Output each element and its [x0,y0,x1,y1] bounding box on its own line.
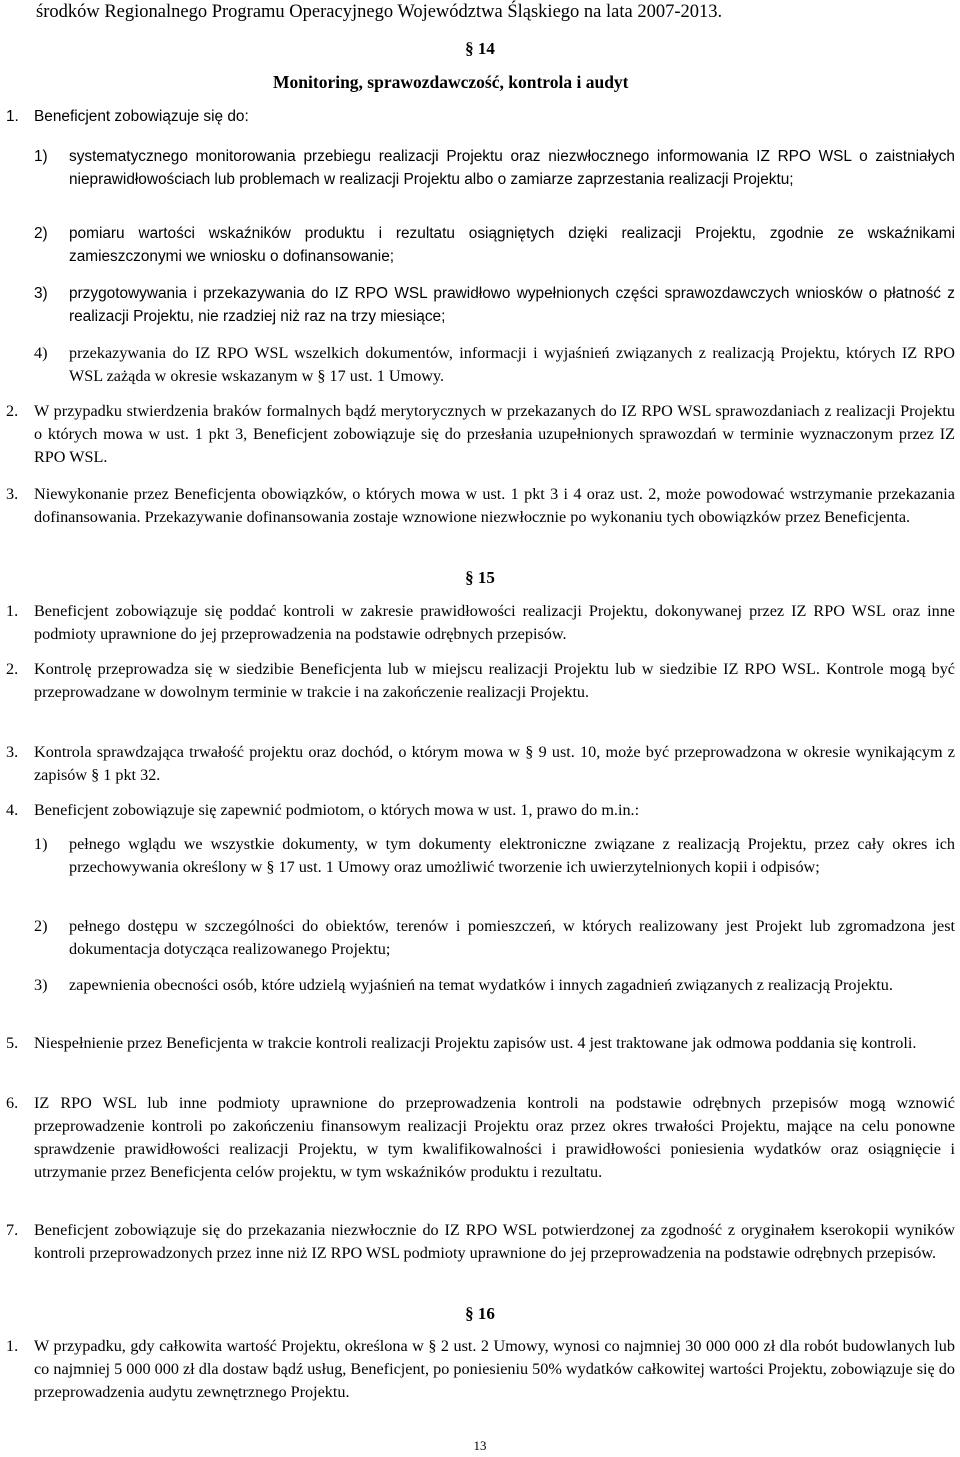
s14-item-1-sub-4: 4) przekazywania do IZ RPO WSL wszelkich dokumentów, informacji i wyjaśnień związanych z realizacją Projektu, których IZ RPO WSL zażąda w okresie wskazanym w § 17 ust. 1 Umowy. [34,344,955,385]
section-15-number: § 15 [465,568,495,587]
s15-item-7: 7. Beneficjent zobowiązuje się do przekazania niezwłocznie do IZ RPO WSL potwierdzonej za zgodność z oryginałem kserokopii wyników kontroli przeprowadzonych przez inne niż IZ RPO WSL podmioty uprawnione do jej przeprowadzenia na podstawie odrębnych przepisów. [6,1221,955,1262]
page-number: 13 [473,1438,487,1453]
s14-item-1-sub-1: 1) systematycznego monitorowania przebiegu realizacji Projektu oraz niezwłocznego informowania IZ RPO WSL o zaistniałych nieprawidłowościach lub problemach w realizacji Projektu albo o zamiarze zaprzestania realizacji Projektu; [34,148,955,188]
section-14-title: Monitoring, sprawozdawczość, kontrola i audyt [273,72,629,92]
s16-item-1: 1. W przypadku, gdy całkowita wartość Projektu, określona w § 2 ust. 2 Umowy, wynosi co najmniej 30 000 000 zł dla robót budowlanych lub co najmniej 5 000 000 zł dla dostaw bądź usług, Beneficjent, po poniesieniu 50% wydatków całkowitej wartości Projektu, zobowiązuje się do przeprowadzenia audytu zewnętrznego Projektu. [6,1337,955,1401]
s14-item-1: 1. Beneficjent zobowiązuje się do: [6,108,249,125]
s14-item-1-sub-3: 3) przygotowywania i przekazywania do IZ RPO WSL prawidłowo wypełnionych części sprawozdawczych wniosków o płatność z realizacji Projektu, nie rzadziej niż raz na trzy miesiące; [34,285,955,325]
s15-item-4-sub-1: 1) pełnego wglądu we wszystkie dokumenty, w tym dokumenty elektroniczne związane z realizacją Projektu, przez cały okres ich przechowywania określony w § 17 ust. 1 Umowy oraz umożliwić tworzenie ich uwierzytelnionych kopii i odpisów; [34,835,955,876]
s15-item-2: 2. Kontrolę przeprowadza się w siedzibie Beneficjenta lub w miejscu realizacji Projektu lub w siedzibie IZ RPO WSL. Kontrole mogą być przeprowadzane w dowolnym terminie w trakcie i na zakończenie realizacji Projektu. [6,660,955,701]
s14-item-3: 3. Niewykonanie przez Beneficjenta obowiązków, o których mowa w ust. 1 pkt 3 i 4 oraz ust. 2, może powodować wstrzymanie przekazania dofinansowania. Przekazywanie dofinansowania zostaje wznowione niezwłocznie po wykonaniu tych obowiązków przez Beneficjenta. [6,485,955,526]
s15-item-6: 6. IZ RPO WSL lub inne podmioty uprawnione do przeprowadzenia kontroli na podstawie odrębnych przepisów mogą wznowić przeprowadzenie kontroli po zakończeniu finansowym realizacji Projektu oraz przez okres trwałości Projektu, mające na celu ponowne sprawdzenie prawidłowości realizacji Projektu, w tym kwalifikowalności i prawidłowości poniesienia wydatków oraz osiągnięcie i utrzymanie przez Beneficjenta celów projektu, w tym wskaźników produktu i rezultatu. [6,1094,955,1181]
section-16-number: § 16 [465,1304,495,1323]
s14-item-2: 2. W przypadku stwierdzenia braków formalnych bądź merytorycznych w przekazanych do IZ RPO WSL sprawozdaniach z realizacji Projektu o których mowa w ust. 1 pkt 3, Beneficjent zobowiązuje się do przesłania uzupełnionych sprawozdań w terminie wyznaczonym przez IZ RPO WSL. [6,402,955,466]
s15-item-4-sub-3: 3) zapewnienia obecności osób, które udzielą wyjaśnień na temat wydatków i innych zagadnień związanych z realizacją Projektu. [34,976,893,994]
s14-item-1-sub-2: 2) pomiaru wartości wskaźników produktu i rezultatu osiągniętych dzięki realizacji Projektu, zgodnie ze wskaźnikami zamieszczonymi we wniosku o dofinansowanie; [34,225,955,265]
s15-item-5: 5. Niespełnienie przez Beneficjenta w trakcie kontroli realizacji Projektu zapisów ust. 4 jest traktowane jak odmowa poddania się kontroli. [6,1034,917,1052]
s15-item-1: 1. Beneficjent zobowiązuje się poddać kontroli w zakresie prawidłowości realizacji Projektu, dokonywanej przez IZ RPO WSL oraz inne podmioty uprawnione do jej przeprowadzenia na podstawie odrębnych przepisów. [6,602,955,643]
s15-item-3: 3. Kontrola sprawdzająca trwałość projektu oraz dochód, o którym mowa w § 9 ust. 10, może być przeprowadzona w okresie wynikającym z zapisów § 1 pkt 32. [6,743,955,784]
s15-item-4: 4. Beneficjent zobowiązuje się zapewnić podmiotom, o których mowa w ust. 1, prawo do m.in.: [6,801,640,819]
section-14-number: § 14 [465,39,495,58]
s15-item-4-sub-2: 2) pełnego dostępu w szczególności do obiektów, terenów i pomieszczeń, w których realizowany jest Projekt lub zgromadzona jest dokumentacja dotycząca realizowanego Projektu; [34,917,955,958]
header-continuation-line: środków Regionalnego Programu Operacyjnego Województwa Śląskiego na lata 2007-2013. [36,2,723,22]
